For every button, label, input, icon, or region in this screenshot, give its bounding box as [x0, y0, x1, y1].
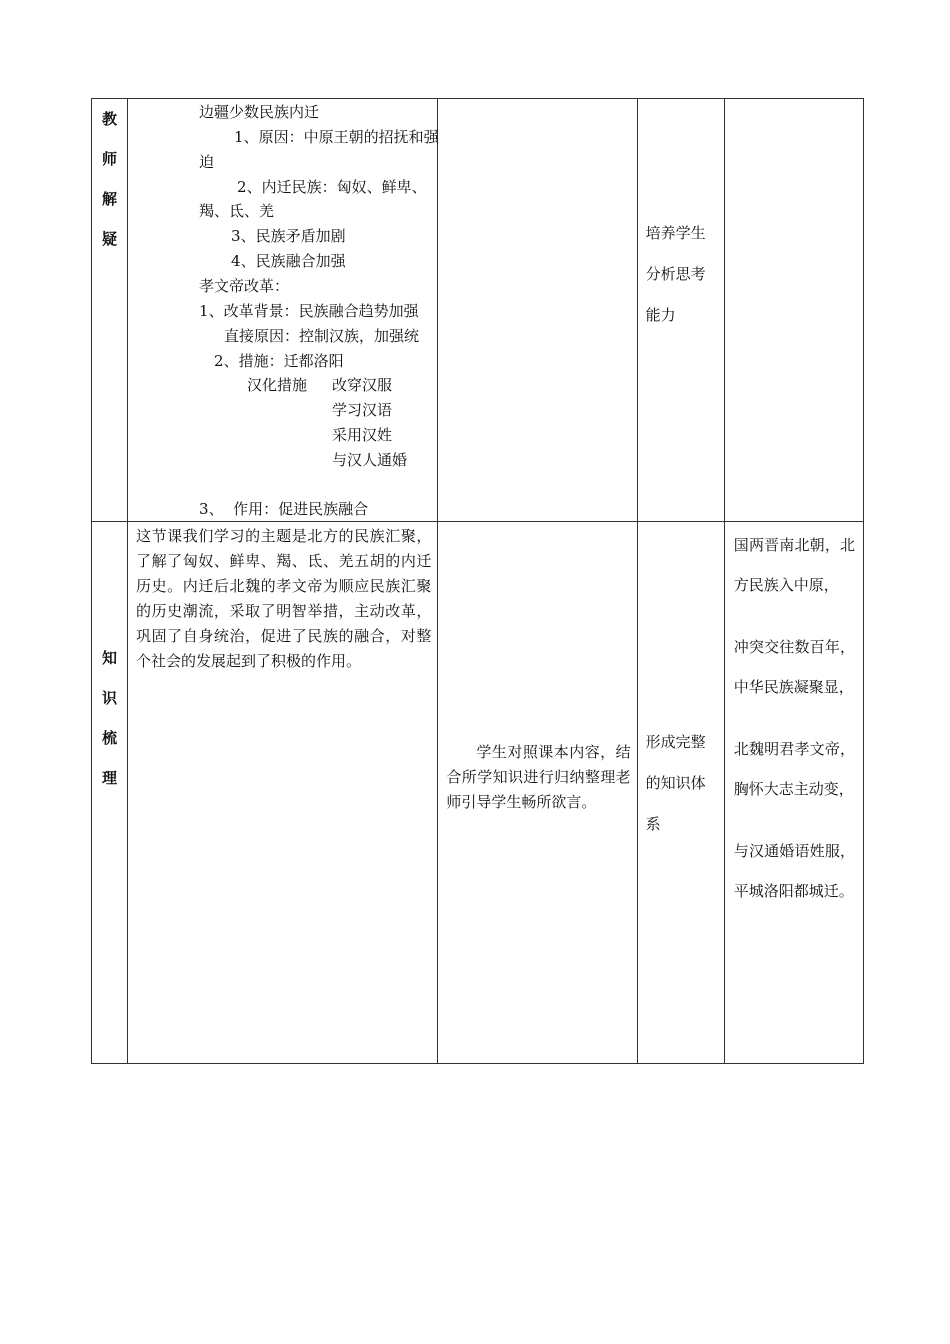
verse-line: 北魏明君孝文帝，胸怀大志主动变，	[733, 740, 855, 798]
verse-line: 冲突交往数百年，中华民族凝聚显，	[733, 638, 855, 696]
table-row	[92, 99, 864, 522]
outline-line: 1、改革背景：民族融合趋势加强	[199, 302, 419, 320]
outline-line: 改穿汉服	[332, 376, 393, 394]
row-label-knowledge-review: 知 识 梳 理	[102, 649, 118, 787]
lesson-plan-table	[91, 98, 864, 1064]
summary-paragraph: 这节课我们学习的主题是北方的民族汇聚，了解了匈奴、鲜卑、羯、氐、羌五胡的内迁历史。内迁后北魏的孝文帝为顺应民族汇聚的历史潮流，采取了明智举措，主动改革，巩固了自身统治，促进了民族的融合，对整个社会的发展起到了积极的作用。	[136, 527, 432, 670]
outline-line: 3、 作用：促进民族融合	[199, 500, 369, 518]
outline-line: 4、民族融合加强	[231, 252, 346, 270]
outline-line: 迫	[199, 153, 215, 171]
activity-cell	[438, 522, 637, 1064]
row-label-cell	[92, 522, 128, 1064]
outline-line: 羯、氐、羌	[199, 202, 275, 220]
notes-cell	[724, 99, 863, 522]
verse-line: 国两晋南北朝，北方民族入中原，	[733, 536, 855, 594]
activity-cell	[438, 99, 637, 522]
outline-line: 边疆少数民族内迁	[199, 103, 320, 121]
summary-verse	[725, 522, 863, 911]
outline-line: 采用汉姓	[332, 426, 393, 444]
outline-line: 孝文帝改革：	[199, 277, 290, 295]
teaching-goal-text: 形成完整的知识体系	[645, 733, 706, 833]
outline-line: 直接原因：控制汉族，加强统	[224, 327, 420, 345]
verse-line: 与汉通婚语姓服，平城洛阳都城迁。	[733, 842, 855, 900]
outline-line: 1、原因：中原王朝的招抚和强	[234, 128, 439, 146]
outline-line: 汉化措施	[247, 376, 308, 394]
outline-line: 学习汉语	[332, 401, 393, 419]
teaching-goal-text: 培养学生分析思考能力	[645, 224, 706, 324]
row-label-cell	[92, 99, 128, 522]
outline-line: 2、措施：迁都洛阳	[214, 352, 344, 370]
outline-line: 3、民族矛盾加剧	[231, 227, 346, 245]
content-cell	[128, 522, 438, 1064]
outline-line: 与汉人通婚	[332, 451, 408, 469]
row-label-teacher-explain: 教 师 解 疑	[102, 110, 118, 248]
goal-cell	[637, 99, 724, 522]
notes-cell	[724, 522, 863, 1064]
table-row	[92, 522, 864, 1064]
student-activity-text: 学生对照课本内容，结合所学知识进行归纳整理老师引导学生畅所欲言。	[446, 743, 631, 811]
content-cell	[128, 99, 438, 522]
outline-line: 2、内迁民族：匈奴、鲜卑、	[237, 178, 427, 196]
goal-cell	[637, 522, 724, 1064]
